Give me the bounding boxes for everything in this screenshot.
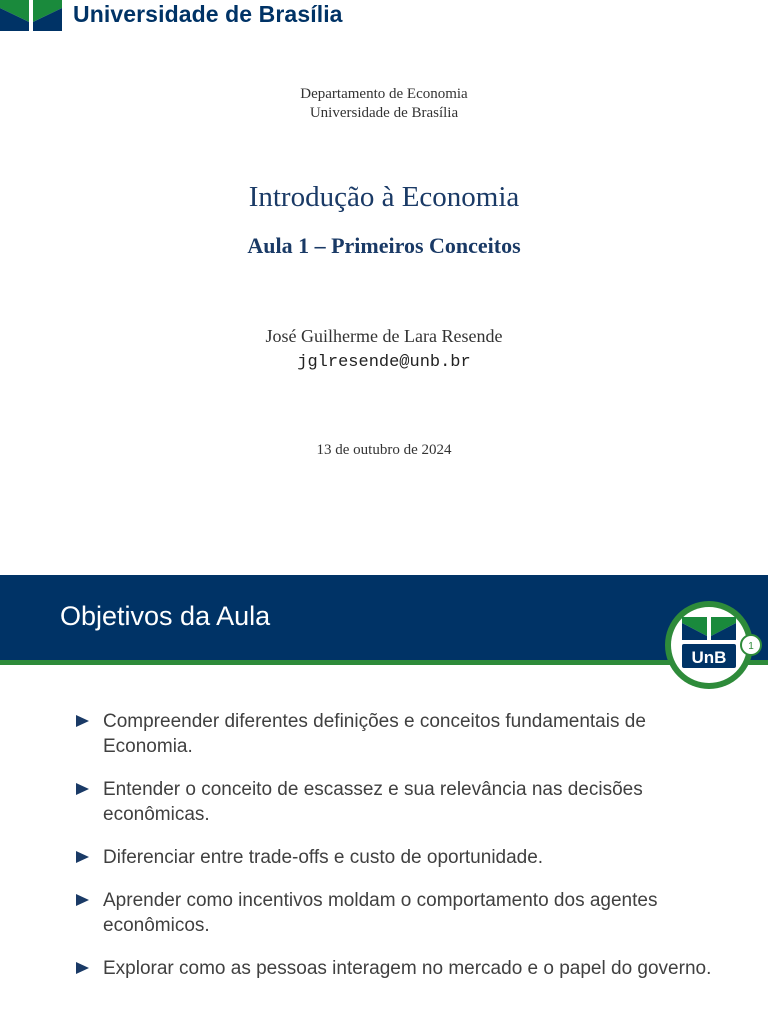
page-number: 1 [748,641,754,652]
list-item-text: Aprender como incentivos moldam o comportamento dos agentes econômicos. [103,890,658,936]
frame-header [0,575,768,660]
triangle-bullet-icon [76,851,89,863]
frame-title: Objetivos da Aula [60,601,271,631]
presentation-title: Introdução à Economia [248,181,520,213]
objectives-slide [0,575,768,1024]
list-item-text: Explorar como as pessoas interagem no mercado e o papel do governo. [103,958,712,979]
author-name: José Guilherme de Lara Resende [265,326,503,346]
list-item [76,709,716,759]
triangle-bullet-icon [76,962,89,974]
author-email[interactable]: jglresende@unb.br [297,353,471,372]
triangle-bullet-icon [76,783,89,795]
list-item [76,845,716,870]
department-name: Departamento de Economia [300,86,468,102]
unb-badge-icon [664,599,764,691]
unb-logo-icon [0,0,62,31]
university-logo-text: Universidade de Brasília [73,1,343,27]
list-item [76,777,716,827]
list-item-text: Entender o conceito de escassez e sua relevância nas decisões econômicas. [103,779,643,825]
objectives-list [76,709,716,999]
list-item-text: Compreender diferentes definições e conceitos fundamentais de Economia. [103,711,646,757]
university-name: Universidade de Brasília [309,105,459,121]
header-divider [0,660,768,665]
presentation-subtitle: Aula 1 – Primeiros Conceitos [247,233,521,258]
triangle-bullet-icon [76,894,89,906]
list-item [76,956,716,981]
presentation-date: 13 de outubro de 2024 [316,442,452,458]
badge-text: UnB [691,648,727,667]
list-item-text: Diferenciar entre trade-offs e custo de oportunidade. [103,847,544,868]
triangle-bullet-icon [76,715,89,727]
list-item [76,888,716,938]
